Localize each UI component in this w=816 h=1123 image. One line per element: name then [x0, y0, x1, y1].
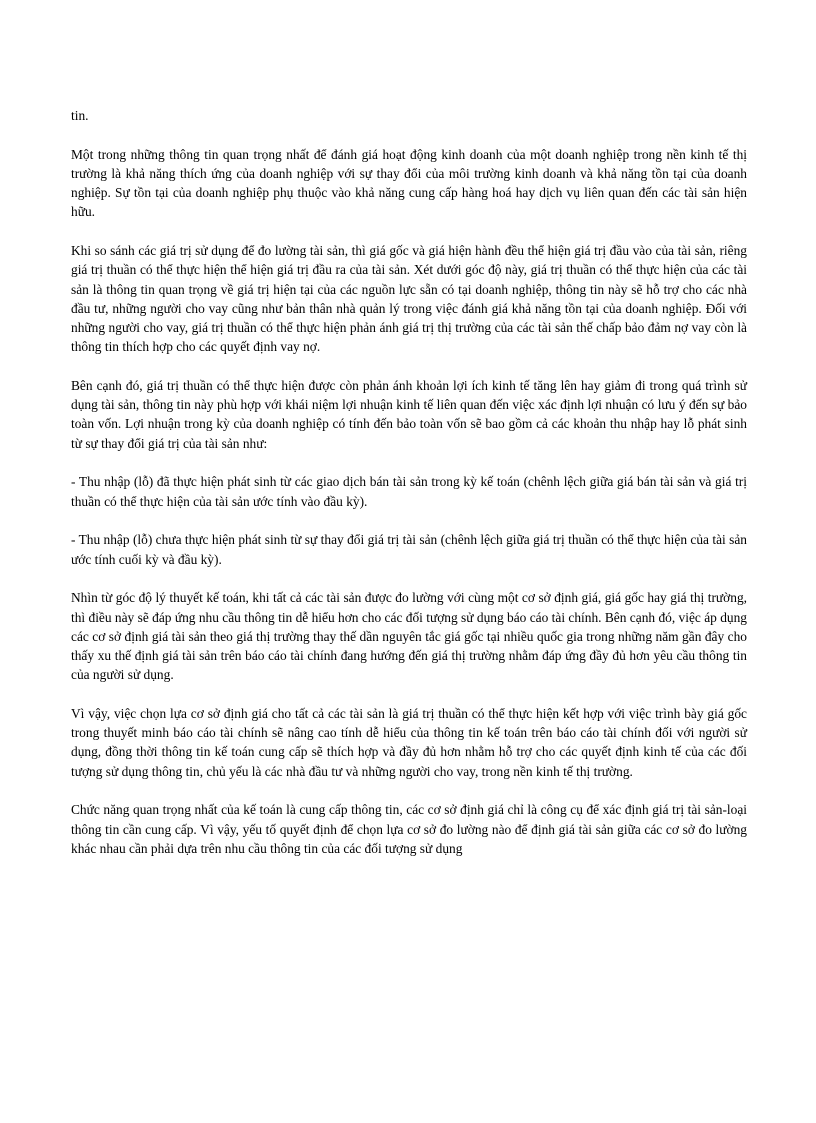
- list-item-paragraph: - Thu nhập (lỗ) chưa thực hiện phát sinh từ sự thay đổi giá trị tài sản (chênh lệch giữa giá trị thuần có thể thực hiện của tài sản ước tính cuối kỳ và đầu kỳ).: [71, 532, 747, 567]
- paragraph-continuation: tin.: [71, 108, 89, 123]
- paragraph: Một trong những thông tin quan trọng nhất để đánh giá hoạt động kinh doanh của một doanh nghiệp trong nền kinh tế thị trường là khả năng thích ứng của doanh nghiệp với sự thay đổi của môi trường kinh doanh và khả năng tồn tại của doanh nghiệp. Sự tồn tại của doanh nghiệp phụ thuộc vào khả năng cung cấp hàng hoá hay dịch vụ liên quan đến các tài sản hiện hữu.: [71, 146, 747, 220]
- list-item-paragraph: - Thu nhập (lỗ) đã thực hiện phát sinh từ các giao dịch bán tài sản trong kỳ kế toán (chênh lệch giữa giá bán tài sản và giá trị thuần có thể thực hiện của tài sản ước tính vào đầu kỳ).: [71, 474, 747, 509]
- document-page: [71, 106, 747, 878]
- paragraph: Vì vậy, việc chọn lựa cơ sở định giá cho tất cả các tài sản là giá trị thuần có thể thực hiện kết hợp với việc trình bày giá gốc trong thuyết minh báo cáo tài chính sẽ nâng cao tính dễ hiểu của thông tin kế toán trên báo cáo tài chính đối với người sử dụng, đồng thời thông tin kế toán cung cấp sẽ thích hợp và đầy đủ hơn nhằm hỗ trợ cho các quyết định kinh tế của các đối tượng sử dụng thông tin, chủ yếu là các nhà đầu tư và những người cho vay, trong nền kinh tế thị trường.: [71, 706, 747, 779]
- paragraph: Nhìn từ góc độ lý thuyết kế toán, khi tất cả các tài sản được đo lường với cùng một cơ sở định giá, giá gốc hay giá thị trường, thì điều này sẽ đáp ứng nhu cầu thông tin dễ hiểu hơn cho các đối tượng sử dụng báo cáo tài chính. Bên cạnh đó, việc áp dụng các cơ sở định giá tài sản theo giá thị trường thay thế dần nguyên tắc giá gốc tại nhiều quốc gia trong những năm gần đây cho thấy xu thế định giá tài sản trên báo cáo tài chính đang hướng đến giá thị trường nhằm đáp ứng đầy đủ hơn yêu cầu thông tin của người sử dụng.: [71, 590, 747, 683]
- paragraph: Chức năng quan trọng nhất của kế toán là cung cấp thông tin, các cơ sở định giá chỉ là công cụ để xác định giá trị tài sản-loại thông tin cần cung cấp. Vì vậy, yếu tố quyết định để chọn lựa cơ sở đo lường nào để định giá tài sản giữa các cơ sở đo lường khác nhau cần phải dựa trên nhu cầu thông tin của các đối tượng sử dụng: [71, 802, 747, 856]
- paragraph: Bên cạnh đó, giá trị thuần có thể thực hiện được còn phản ánh khoản lợi ích kinh tế tăng lên hay giảm đi trong quá trình sử dụng tài sản, thông tin này phù hợp với khái niệm lợi nhuận kinh tế liên quan đến việc xác định lợi nhuận có lưu ý đến sự bảo toàn vốn. Lợi nhuận trong kỳ của doanh nghiệp có tính đến bảo toàn vốn sẽ bao gồm cả các khoản thu nhập hay lỗ phát sinh từ sự thay đổi giá trị của tài sản như:: [71, 378, 747, 451]
- paragraph: Khi so sánh các giá trị sử dụng để đo lường tài sản, thì giá gốc và giá hiện hành đều thể hiện giá trị đầu vào của tài sản, riêng giá trị thuần có thể thực hiện thể hiện giá trị đầu ra của tài sản. Xét dưới góc độ này, giá trị thuần có thể thực hiện của các tài sản là thông tin quan trọng về giá trị hiện tại của các nguồn lực sẵn có tại doanh nghiệp, thông tin này sẽ hỗ trợ cho các nhà đầu tư, những người cho vay cũng như bản thân nhà quản lý trong việc đánh giá khả năng tồn tại của doanh nghiệp. Đối với những người cho vay, giá trị thuần có thể thực hiện phản ánh giá trị thị trường của các tài sản thế chấp bảo đảm nợ vay còn là thông tin thích hợp cho các quyết định vay nợ.: [71, 243, 747, 355]
